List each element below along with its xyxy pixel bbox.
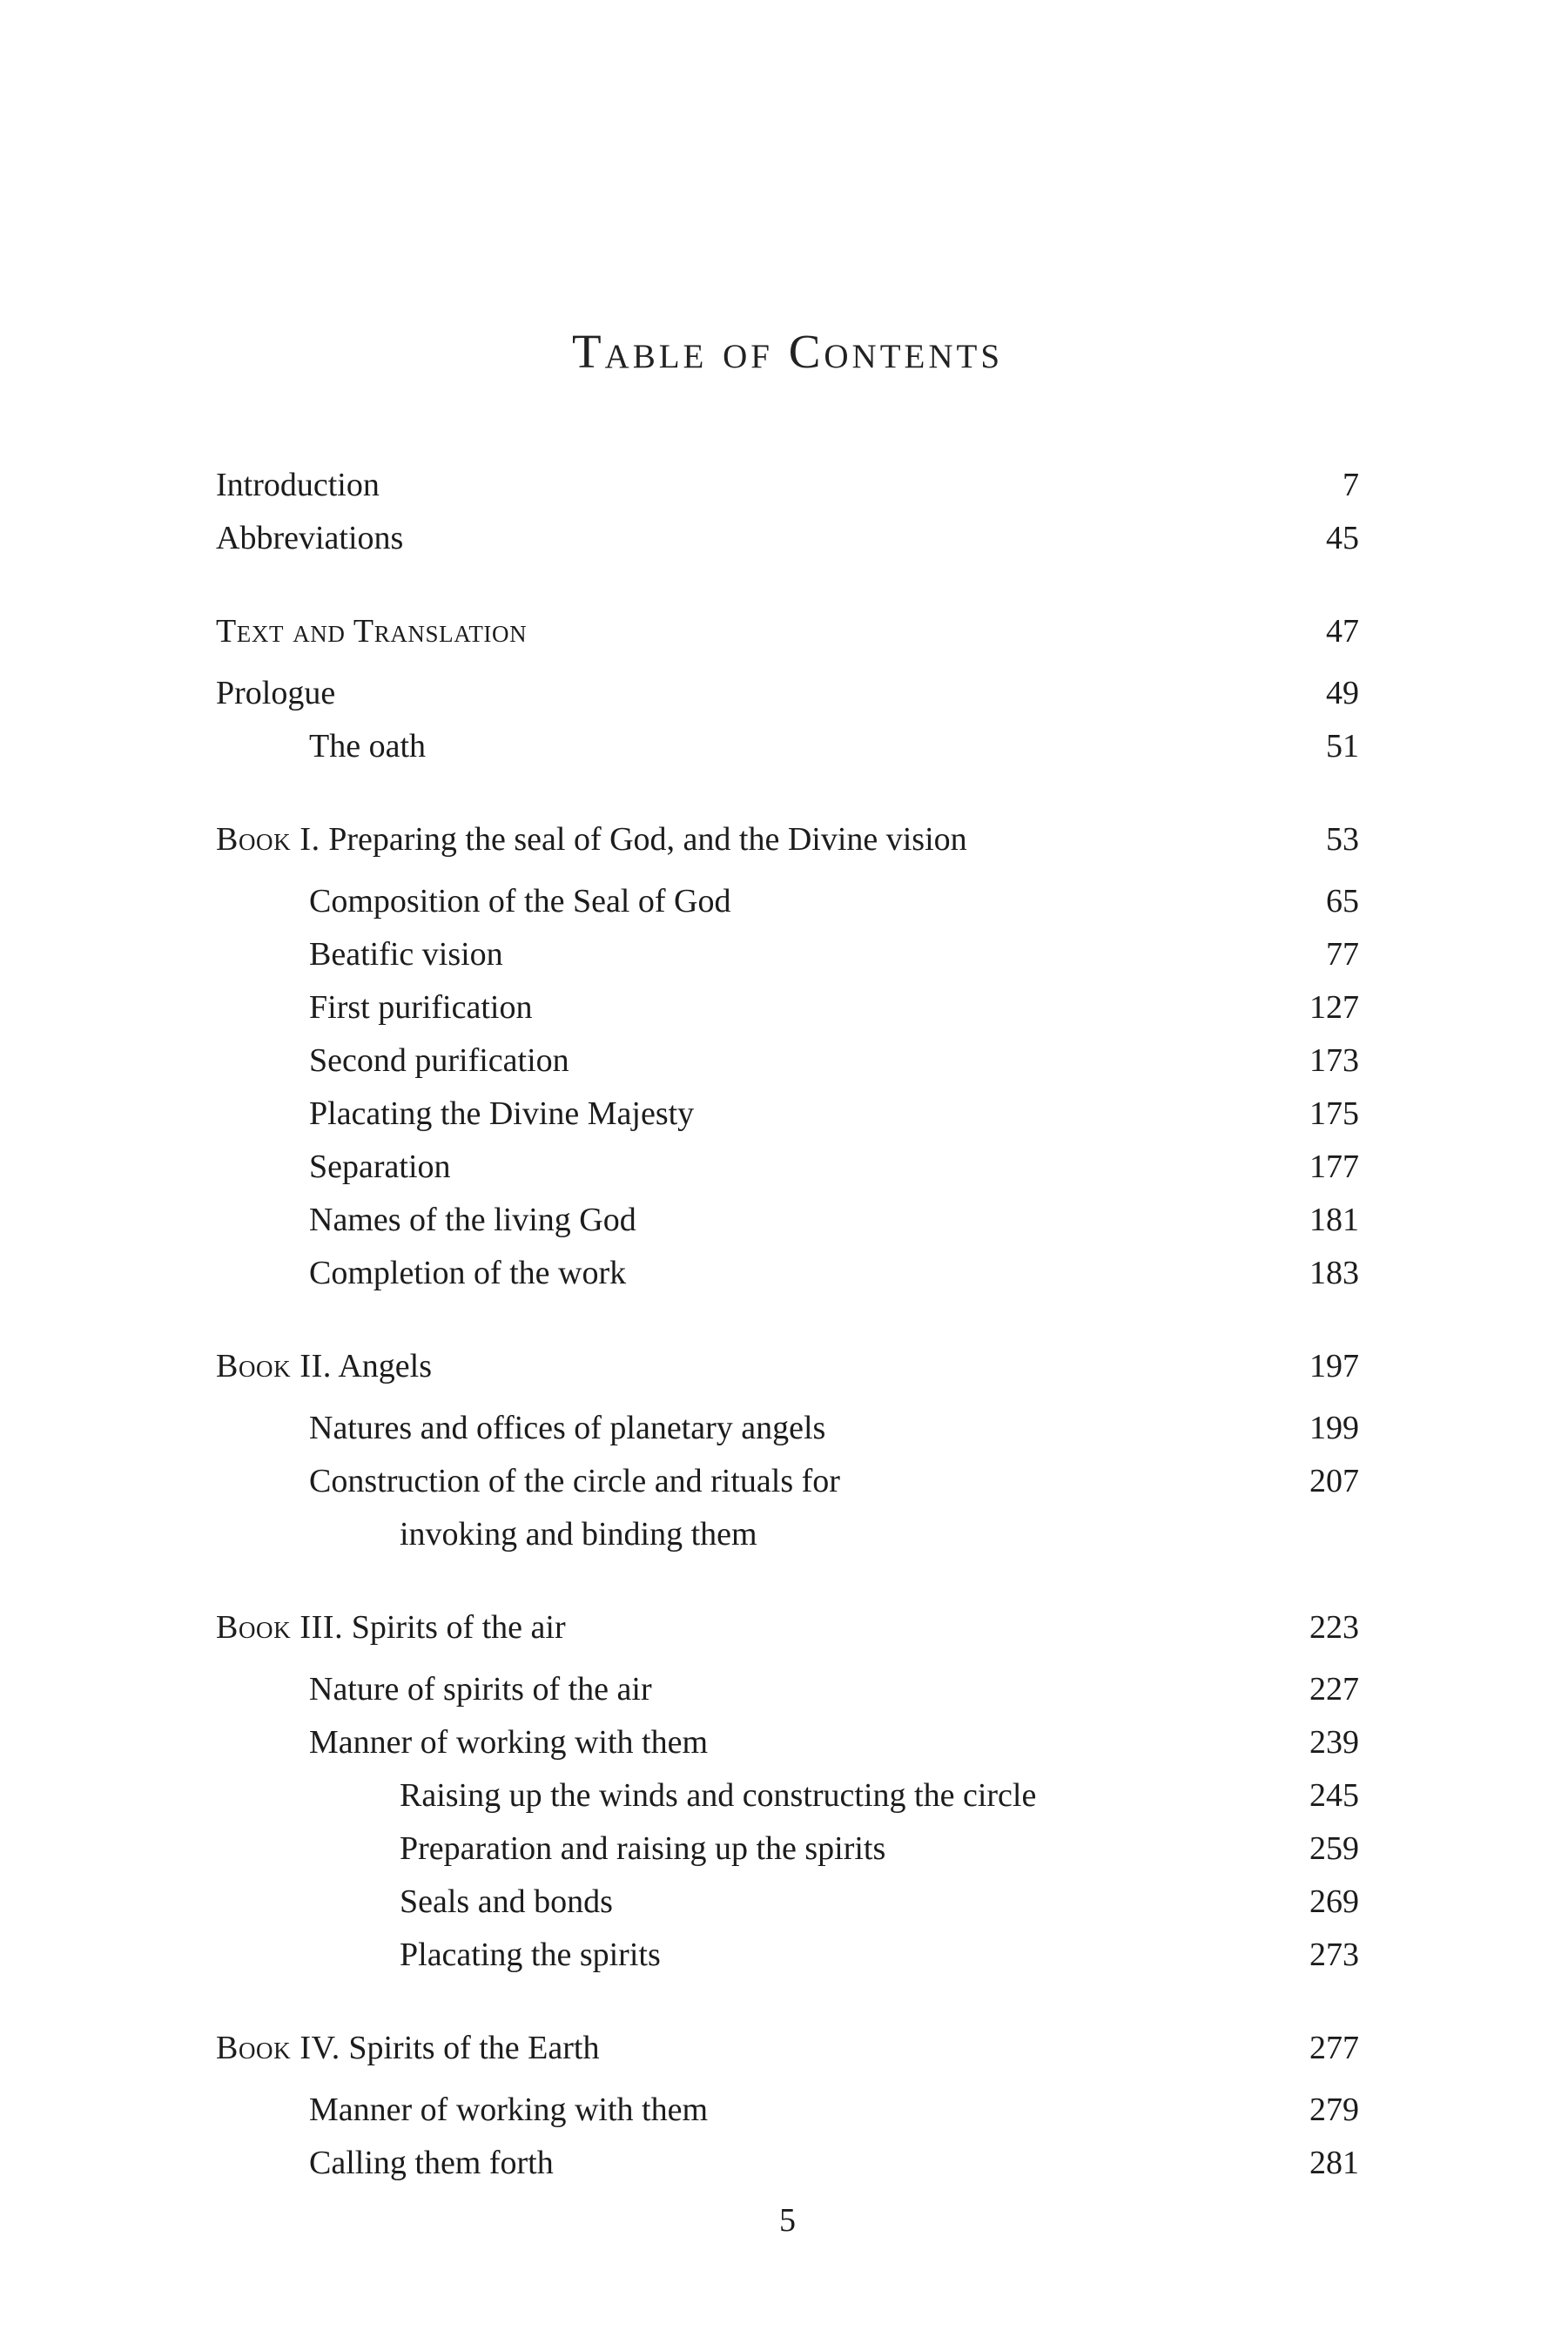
toc-list <box>216 459 1359 2190</box>
toc-entry-page: 47 <box>1326 613 1359 650</box>
toc-entry-page: 175 <box>1309 1095 1359 1132</box>
toc-entry-text <box>216 720 1263 773</box>
toc-entry-text <box>216 1663 1263 1716</box>
toc-entry <box>216 875 1359 928</box>
toc-entry <box>216 1716 1359 1769</box>
toc-entry <box>216 1088 1359 1141</box>
toc-entry-text <box>216 1601 1263 1654</box>
toc-entry <box>216 1769 1359 1822</box>
toc-entry-page: 207 <box>1309 1463 1359 1499</box>
toc-entry <box>216 667 1359 720</box>
toc-entry-label: Placating the Divine Majesty <box>309 1095 695 1132</box>
toc-entry <box>216 720 1359 773</box>
toc-entry-page: 273 <box>1309 1937 1359 1973</box>
toc-entry-prefix: Book III. <box>216 1609 344 1646</box>
toc-entry-label: Preparation and raising up the spirits <box>400 1830 886 1867</box>
toc-entry-text <box>216 2084 1263 2137</box>
toc-entry-text <box>216 928 1263 981</box>
toc-entry-text <box>216 1141 1263 1194</box>
toc-entry-label: Names of the living God <box>309 1202 636 1238</box>
toc-entry-page: 245 <box>1309 1777 1359 1814</box>
toc-entry <box>216 1876 1359 1929</box>
toc-entry-text <box>216 981 1263 1034</box>
toc-entry-page: 279 <box>1309 2092 1359 2128</box>
toc-entry <box>216 1402 1359 1455</box>
toc-entry-page: 45 <box>1326 520 1359 556</box>
toc-entry-label: Calling them forth <box>309 2145 554 2181</box>
toc-entry-prefix: Text and Translation <box>216 613 528 650</box>
toc-entry-page: 127 <box>1309 989 1359 1026</box>
toc-entry-text <box>216 1402 1263 1455</box>
toc-entry <box>216 605 1359 658</box>
toc-entry-text <box>216 1716 1263 1769</box>
toc-entry <box>216 512 1359 565</box>
toc-entry-label: Spirits of the Earth <box>340 2030 600 2066</box>
toc-entry <box>216 1601 1359 1654</box>
toc-entry-text <box>216 1455 1263 1561</box>
toc-entry-label: Separation <box>309 1149 451 1185</box>
toc-entry-text <box>216 1822 1263 1876</box>
toc-entry <box>216 1340 1359 1393</box>
toc-entry-label: Nature of spirits of the air <box>309 1671 652 1708</box>
toc-entry-page: 49 <box>1326 675 1359 711</box>
toc-entry-text <box>216 1340 1263 1393</box>
toc-entry-text <box>216 1769 1263 1822</box>
toc-entry-text <box>216 1194 1263 1247</box>
toc-entry-page: 181 <box>1309 1202 1359 1238</box>
toc-entry-page: 77 <box>1326 936 1359 973</box>
toc-entry <box>216 2022 1359 2075</box>
toc-entry-continuation: invoking and binding them <box>400 1516 757 1553</box>
toc-entry-text <box>216 605 1263 658</box>
toc-entry-label: Second purification <box>309 1042 569 1079</box>
toc-entry-label: Prologue <box>216 675 336 711</box>
toc-entry <box>216 1247 1359 1300</box>
toc-entry <box>216 1929 1359 1982</box>
toc-entry-page: 259 <box>1309 1830 1359 1867</box>
toc-entry-label: Angels <box>331 1348 433 1384</box>
toc-entry-page: 277 <box>1309 2030 1359 2066</box>
toc-entry <box>216 1455 1359 1561</box>
toc-entry-prefix: Book IV. <box>216 2030 340 2066</box>
toc-entry-label: Raising up the winds and constructing the circle <box>400 1777 1037 1814</box>
page-title: Table of Contents <box>571 325 1004 378</box>
toc-entry-text <box>216 875 1263 928</box>
toc-entry <box>216 1822 1359 1876</box>
toc-entry-page: 173 <box>1309 1042 1359 1079</box>
toc-entry-label: Manner of working with them <box>309 2092 709 2128</box>
toc-entry-text <box>216 813 1263 866</box>
toc-entry-page: 53 <box>1326 821 1359 858</box>
toc-entry-text <box>216 667 1263 720</box>
toc-entry <box>216 928 1359 981</box>
toc-entry-label: Completion of the work <box>309 1255 627 1291</box>
toc-entry-page: 7 <box>1343 467 1359 503</box>
toc-entry <box>216 1663 1359 1716</box>
toc-entry-text <box>216 1876 1263 1929</box>
toc-entry-text <box>216 1034 1263 1088</box>
toc-entry-label: Preparing the seal of God, and the Divine vision <box>320 821 967 858</box>
toc-entry-text <box>216 2137 1263 2190</box>
toc-entry-label: Natures and offices of planetary angels <box>309 1410 826 1446</box>
toc-entry-page: 269 <box>1309 1883 1359 1920</box>
toc-entry <box>216 813 1359 866</box>
toc-entry-page: 239 <box>1309 1724 1359 1761</box>
toc-entry-label: Placating the spirits <box>400 1937 661 1973</box>
toc-entry-page: 65 <box>1326 883 1359 920</box>
toc-entry-text <box>216 1247 1263 1300</box>
toc-entry-text <box>216 1929 1263 1982</box>
toc-entry-page: 223 <box>1309 1609 1359 1646</box>
toc-entry <box>216 1194 1359 1247</box>
toc-entry-page: 227 <box>1309 1671 1359 1708</box>
toc-entry-label: Construction of the circle and rituals for <box>309 1463 840 1499</box>
toc-entry-label: The oath <box>309 728 427 765</box>
toc-entry-label: Seals and bonds <box>400 1883 613 1920</box>
toc-entry <box>216 981 1359 1034</box>
toc-entry-text <box>216 1088 1263 1141</box>
toc-entry-prefix: Book II. <box>216 1348 332 1384</box>
toc-entry-label: Manner of working with them <box>309 1724 709 1761</box>
toc-entry-text <box>216 512 1263 565</box>
footer-page-number: 5 <box>779 2202 796 2239</box>
toc-entry-page: 51 <box>1326 728 1359 765</box>
toc-entry <box>216 1034 1359 1088</box>
toc-entry-label: Composition of the Seal of God <box>309 883 731 920</box>
toc-entry-label: Abbreviations <box>216 520 404 556</box>
toc-entry <box>216 459 1359 512</box>
toc-entry <box>216 2137 1359 2190</box>
toc-entry-page: 199 <box>1309 1410 1359 1446</box>
book-page <box>216 0 1359 2351</box>
toc-entry-label: First purification <box>309 989 533 1026</box>
toc-entry-label: Spirits of the air <box>343 1609 566 1646</box>
toc-entry-text <box>216 2022 1263 2075</box>
toc-entry-label: Beatific vision <box>309 936 503 973</box>
toc-entry-prefix: Book I. <box>216 821 320 858</box>
toc-entry-page: 197 <box>1309 1348 1359 1384</box>
toc-entry-text <box>216 459 1263 512</box>
toc-entry-page: 281 <box>1309 2145 1359 2181</box>
toc-entry-page: 177 <box>1309 1149 1359 1185</box>
toc-entry <box>216 1141 1359 1194</box>
toc-entry-page: 183 <box>1309 1255 1359 1291</box>
toc-entry <box>216 2084 1359 2137</box>
toc-entry-label: Introduction <box>216 467 380 503</box>
